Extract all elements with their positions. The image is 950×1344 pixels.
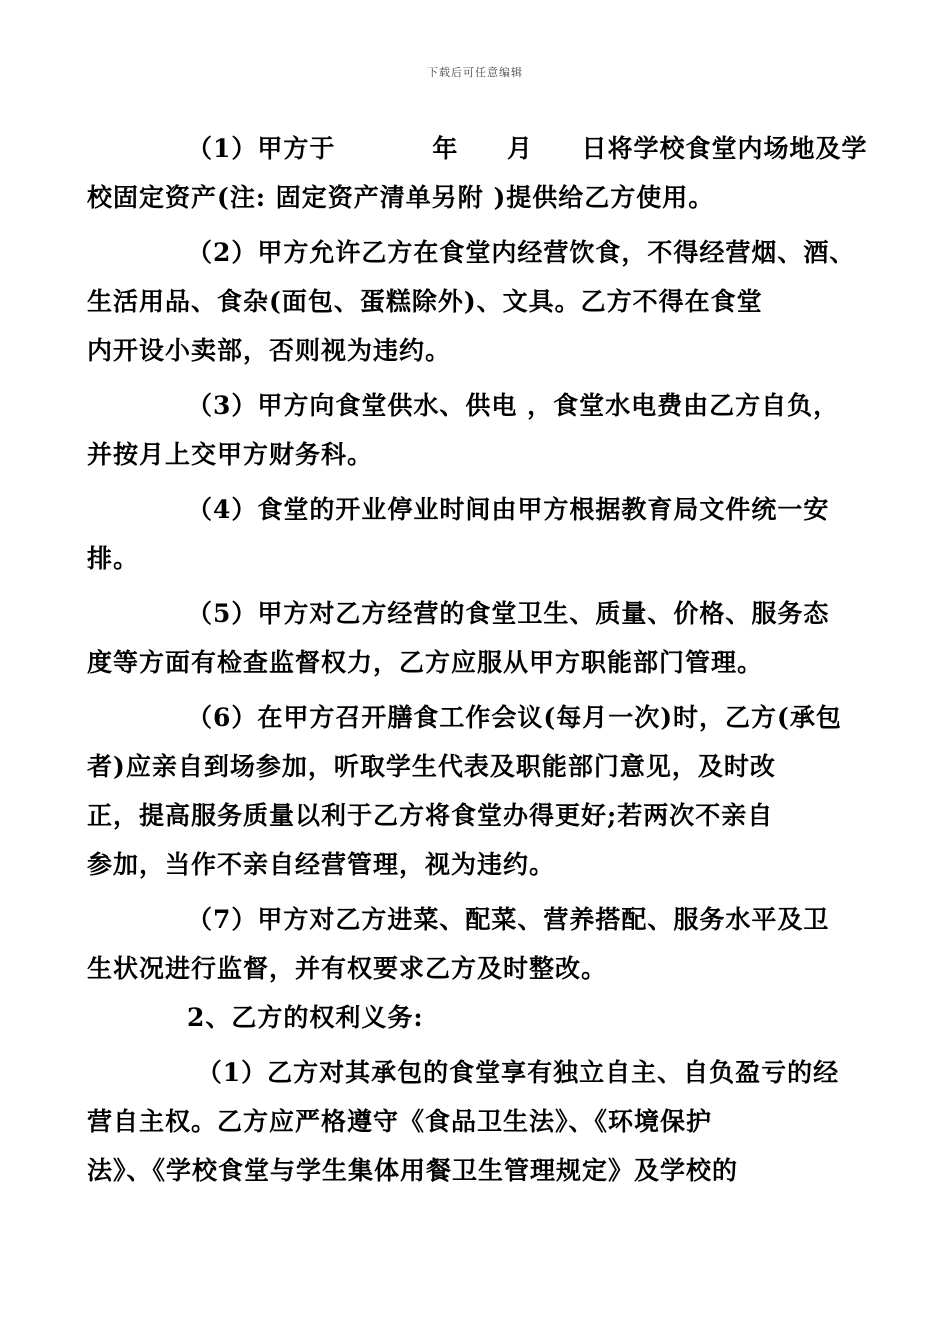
paragraph-4 <box>87 485 830 583</box>
paragraph-line: 排。 <box>87 544 140 573</box>
paragraph-7 <box>87 895 830 993</box>
paragraph-line: 者)应亲自到场参加，听取学生代表及职能部门意见，及时改 <box>87 752 776 781</box>
paragraph-line: （4）食堂的开业停业时间由甲方根据教育局文件统一安 <box>187 495 830 524</box>
paragraph-6 <box>87 693 842 889</box>
paragraph-line: （2）甲方允许乙方在食堂内经营饮食，不得经营烟、酒、 <box>187 238 856 267</box>
paragraph-5 <box>87 589 830 687</box>
paragraph-8 <box>87 1048 840 1195</box>
paragraph-2 <box>87 228 856 375</box>
paragraph-line: 营自主权。乙方应严格遵守《食品卫生法》、《环境保护 <box>87 1107 713 1136</box>
paragraph-line: 校固定资产(注: 固定资产清单另附 )提供给乙方使用。 <box>87 183 715 212</box>
paragraph-line: 生活用品、食杂(面包、蛋糕除外)、文具。乙方不得在食堂 <box>87 287 763 316</box>
paragraph-line: （5）甲方对乙方经营的食堂卫生、质量、价格、服务态 <box>187 599 830 628</box>
paragraph-1 <box>87 124 868 222</box>
paragraph-line: 参加，当作不亲自经营管理，视为违约。 <box>87 850 556 879</box>
paragraph-line: 生状况进行监督，并有权要求乙方及时整改。 <box>87 954 608 983</box>
paragraph-line: （3）甲方向食堂供水、供电 ，食堂水电费由乙方自负， <box>187 391 840 420</box>
section-heading: 2、乙方的权利义务: <box>187 1003 424 1032</box>
paragraph-line: 度等方面有检查监督权力，乙方应服从甲方职能部门管理。 <box>87 648 764 677</box>
document-body <box>87 124 868 1201</box>
section-heading-party-b <box>137 993 827 1042</box>
paragraph-line: 并按月上交甲方财务科。 <box>87 440 374 469</box>
paragraph-line: （6）在甲方召开膳食工作会议(每月一次)时，乙方(承包 <box>187 703 842 732</box>
paragraph-3 <box>87 381 840 479</box>
header-note: 下载后可任意编辑 <box>427 66 523 79</box>
paragraph-line: （7）甲方对乙方进菜、配菜、营养搭配、服务水平及卫 <box>187 905 830 934</box>
paragraph-line: 内开设小卖部，否则视为违约。 <box>87 336 452 365</box>
paragraph-line: 法》、《学校食堂与学生集体用餐卫生管理规定》及学校的 <box>87 1156 739 1185</box>
paragraph-line: 正，提高服务质量以利于乙方将食堂办得更好;若两次不亲自 <box>87 801 774 830</box>
paragraph-line: （1）甲方于 年 月 日将学校食堂内场地及学 <box>187 134 868 163</box>
paragraph-line: （1）乙方对其承包的食堂享有独立自主、自负盈亏的经 <box>187 1058 840 1087</box>
